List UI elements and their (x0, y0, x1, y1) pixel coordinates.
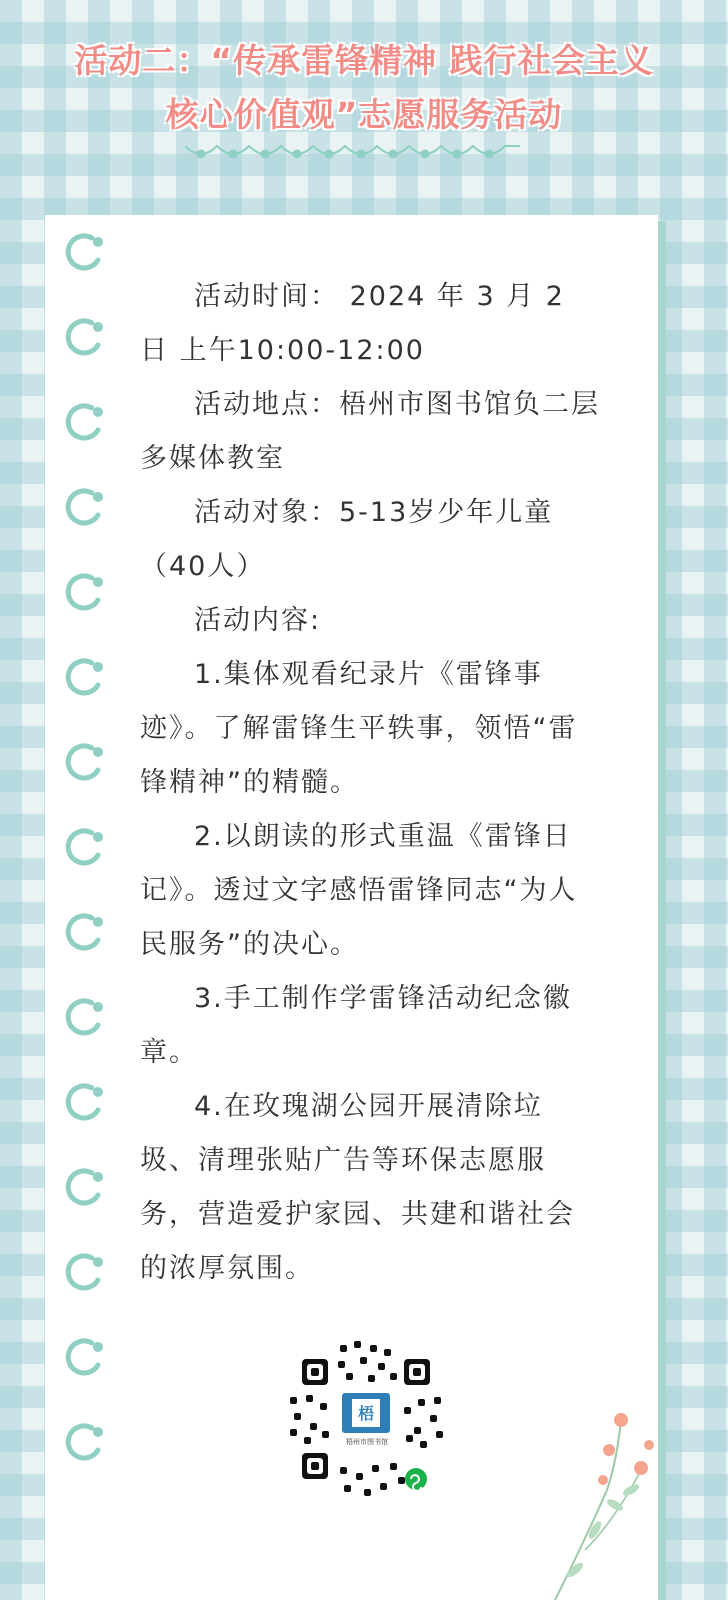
spiral-ring-icon (62, 1418, 108, 1464)
spiral-ring-icon (62, 568, 108, 614)
spiral-ring-icon (62, 1333, 108, 1379)
spiral-ring-icon (62, 738, 108, 784)
spiral-binding (62, 228, 122, 1528)
activity-content-label: 活动内容: (194, 605, 322, 636)
activity-place: 活动地点：梧州市图书馆负二层多媒体教室 (140, 389, 600, 474)
spiral-ring-icon (62, 1078, 108, 1124)
qr-logo-text: 梧州市图书馆 (346, 1438, 388, 1446)
title-line-2: 核心价值观”志愿服务活动 (165, 95, 563, 134)
mini-program-qr-code[interactable] (280, 1333, 452, 1505)
svg-text:梧: 梧 (357, 1404, 375, 1423)
spiral-ring-icon (62, 483, 108, 529)
scallop-divider (185, 138, 520, 168)
spiral-ring-icon (62, 313, 108, 359)
spiral-ring-icon (62, 1248, 108, 1294)
spiral-ring-icon (62, 908, 108, 954)
content-item-2: 2.以朗读的形式重温《雷锋日记》。透过文字感悟雷锋同志“为人民服务”的决心。 (140, 821, 578, 960)
content-item-4: 4.在玫瑰湖公园开展清除垃圾、清理张贴广告等环保志愿服务，营造爱护家园、共建和谐社会的浓厚氛围。 (140, 1091, 575, 1284)
flower-branch-icon (545, 1400, 675, 1600)
activity-details (140, 270, 600, 1296)
spiral-ring-icon (62, 823, 108, 869)
activity-audience: 活动对象：5-13岁少年儿童（40人） (140, 497, 554, 582)
content-item-3: 3.手工制作学雷锋活动纪念徽章。 (140, 983, 572, 1068)
content-item-1: 1.集体观看纪录片《雷锋事迹》。了解雷锋生平轶事，领悟“雷锋精神”的精髓。 (140, 659, 578, 798)
activity-time: 活动时间： 2024 年 3 月 2 日 上午10:00-12:00 (140, 281, 565, 366)
spiral-ring-icon (62, 1163, 108, 1209)
spiral-ring-icon (62, 398, 108, 444)
spiral-ring-icon (62, 228, 108, 274)
qr-code-icon (280, 1333, 452, 1505)
page-title (0, 34, 728, 142)
spiral-ring-icon (62, 653, 108, 699)
spiral-ring-icon (62, 993, 108, 1039)
title-line-1: 活动二：“传承雷锋精神 践行社会主义 (74, 41, 654, 80)
